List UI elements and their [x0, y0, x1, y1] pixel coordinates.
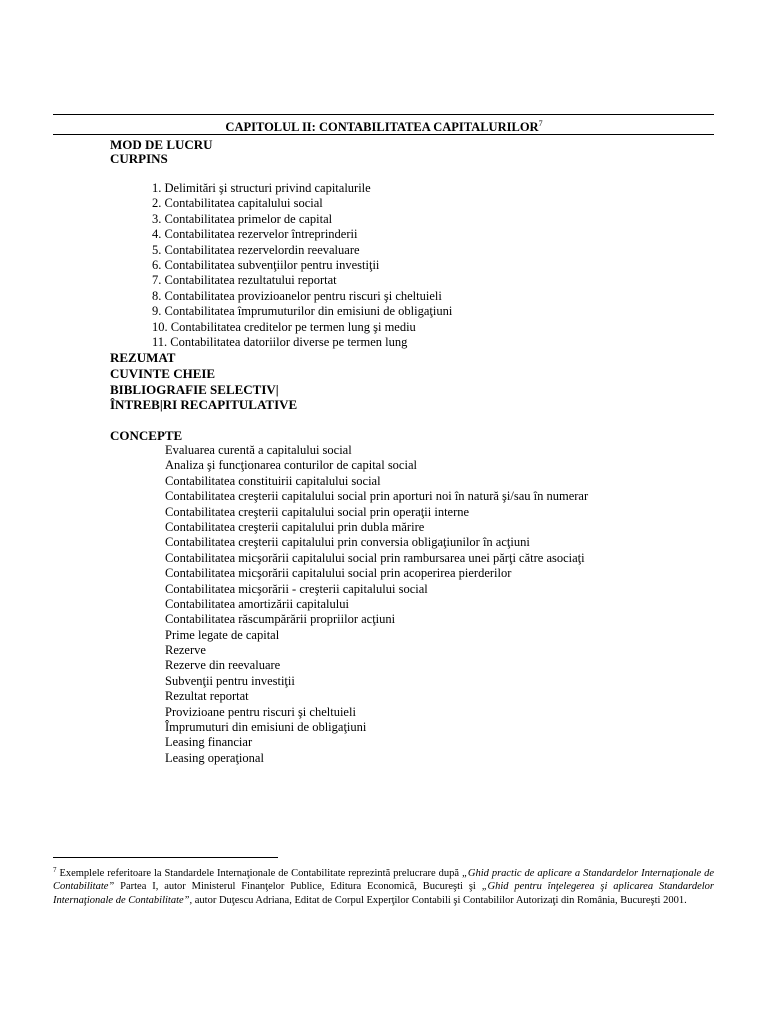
concept-item: Rezultat reportat: [165, 689, 249, 704]
toc-item: 3. Contabilitatea primelor de capital: [152, 211, 333, 226]
footnote: [53, 864, 714, 907]
title-bottom-rule: [53, 134, 714, 135]
toc-item: 6. Contabilitatea subvenţiilor pentru investiţii: [152, 257, 380, 272]
heading-summary: REZUMAT: [110, 350, 176, 365]
concept-item: Contabilitatea creşterii capitalului social prin aporturi noi în natură şi/sau în numerar: [165, 489, 589, 504]
toc-item: 7. Contabilitatea rezultatului reportat: [152, 273, 337, 288]
concept-item: Rezerve: [165, 643, 206, 658]
toc-item: 1. Delimitări şi structuri privind capitalurile: [152, 181, 371, 195]
concept-item: Contabilitatea micşorării capitalului social prin rambursarea unei părţi către asociaţi: [165, 550, 585, 565]
footnote-source-title-2: „Ghid pentru înţelegerea şi aplicarea Standardelor Internaţionale de Contabilitate”,: [53, 881, 714, 906]
footnote-source-title-1: „Ghid practic de aplicare a Standardelor Internaţionale de Contabilitate”: [53, 868, 714, 893]
footnote-text-1: Exemplele referitoare la Standardele Internaţionale de Contabilitate reprezintă prelucrare după: [56, 868, 463, 879]
title-top-rule: [53, 114, 714, 115]
chapter-title-text: CAPITOLUL II: CONTABILITATEA CAPITALURILOR: [225, 120, 539, 134]
concept-item: Prime legate de capital: [165, 627, 280, 642]
concept-item: Contabilitatea micşorării capitalului social prin acoperirea pierderilor: [165, 566, 512, 581]
concept-item: Contabilitatea constituirii capitalului social: [165, 473, 381, 488]
concept-item: Analiza şi funcţionarea conturilor de capital social: [165, 458, 417, 473]
heading-mode: MOD DE LUCRU: [110, 137, 213, 152]
heading-contents: CURPINS: [110, 151, 168, 166]
toc-item: 9. Contabilitatea împrumuturilor din emisiuni de obligaţiuni: [152, 304, 453, 319]
footnote-reference: 7: [538, 119, 543, 128]
concept-item: Împrumuturi din emisiuni de obligaţiuni: [165, 720, 367, 735]
concept-item: Subvenţii pentru investiţii: [165, 673, 295, 688]
footnote-separator: [53, 857, 278, 858]
concept-item: Evaluarea curentă a capitalului social: [165, 443, 352, 457]
toc-item: 4. Contabilitatea rezervelor întreprinderii: [152, 227, 358, 242]
concept-item: Contabilitatea micşorării - creşterii capitalului social: [165, 581, 428, 596]
table-of-contents: [152, 181, 452, 350]
chapter-title: [0, 116, 768, 135]
toc-item: 5. Contabilitatea rezervelordin reevaluare: [152, 242, 360, 257]
concept-item: Provizioane pentru riscuri şi cheltuieli: [165, 704, 356, 719]
concept-item: Contabilitatea răscumpărării propriilor acţiuni: [165, 612, 396, 627]
concept-item: Contabilitatea creşterii capitalului social prin operaţii interne: [165, 504, 470, 519]
footnote-text-3: autor Duţescu Adriana, Editat de Corpul Experţilor Contabili şi Contabililor Autorizaţi din România, Bucureşti 2001.: [192, 894, 687, 906]
toc-item: 2. Contabilitatea capitalului social: [152, 196, 323, 211]
heading-bibliography: BIBLIOGRAFIE SELECTIV|: [110, 382, 279, 397]
concept-item: Contabilitatea amortizării capitalului: [165, 596, 349, 611]
toc-item: 10. Contabilitatea creditelor pe termen lung şi mediu: [152, 319, 416, 334]
toc-item: 11. Contabilitatea datoriilor diverse pe termen lung: [152, 334, 408, 349]
footnote-text-2: Partea I, autor Ministerul Finanţelor Publice, Editura Economică, Bucureşti şi: [114, 881, 482, 893]
heading-questions: ÎNTREB|RI RECAPITULATIVE: [110, 397, 298, 412]
toc-item: 8. Contabilitatea provizioanelor pentru riscuri şi cheltuieli: [152, 288, 442, 303]
heading-concepts: CONCEPTE: [110, 428, 183, 443]
concept-item: Contabilitatea creşterii capitalului prin dubla mărire: [165, 519, 425, 534]
concept-item: Leasing operaţional: [165, 750, 264, 765]
heading-keywords: CUVINTE CHEIE: [110, 366, 216, 381]
concept-item: Rezerve din reevaluare: [165, 658, 281, 673]
concept-item: Leasing financiar: [165, 735, 253, 750]
concept-item: Contabilitatea creşterii capitalului prin conversia obligaţiunilor în acţiuni: [165, 535, 530, 550]
footnote-mark: 7: [53, 866, 57, 874]
concepts-list: [165, 443, 588, 766]
